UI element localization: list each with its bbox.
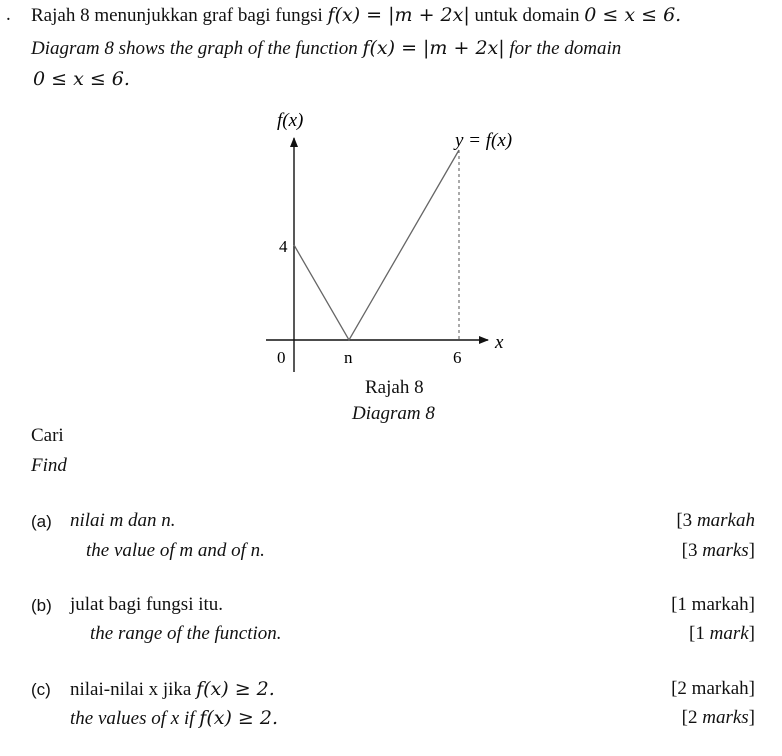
function-curve	[294, 150, 459, 340]
part-c-ms-condition: f(x) ≥ 2.	[196, 678, 275, 700]
part-c-en-condition: f(x) ≥ 2.	[199, 707, 278, 729]
intro-en-text: Diagram 8 shows the graph of the function	[31, 38, 358, 59]
intro-en-after: for the domain	[509, 38, 622, 59]
part-c-label: (c)	[31, 680, 51, 699]
origin-label: 0	[277, 348, 286, 367]
find-english: Find	[31, 455, 67, 476]
x-end-label: 6	[453, 348, 462, 367]
part-c-malay	[70, 678, 275, 701]
part-b-marks-malay: [1 markah]	[671, 594, 755, 615]
part-b-malay: julat bagi fungsi itu.	[70, 594, 224, 615]
curve-label: y = f(x)	[455, 130, 513, 151]
part-a-marks-malay: [3 markah	[676, 510, 755, 531]
intro-en-function: f(x) = |m + 2x|	[362, 37, 505, 59]
y-tick-label: 4	[279, 237, 288, 256]
caption-english: Diagram 8	[352, 403, 435, 424]
intro-ms-mid: untuk domain	[474, 5, 580, 26]
part-c-english	[70, 707, 278, 730]
part-a-english: the value of m and of n.	[86, 540, 265, 561]
part-b-label: (b)	[31, 596, 52, 615]
part-c-marks-english: [2 marks]	[681, 707, 755, 728]
part-b-marks-english: [1 mark]	[689, 623, 755, 644]
find-malay: Cari	[31, 425, 64, 446]
x-min-label: n	[344, 348, 353, 367]
intro-ms-domain: 0 ≤ x ≤ 6.	[584, 4, 682, 26]
part-a-label: (a)	[31, 512, 52, 531]
part-b-english: the range of the function.	[90, 623, 282, 644]
part-a-malay: nilai m dan n.	[70, 510, 176, 531]
part-c-en-text: the values of x if	[70, 708, 195, 729]
intro-ms-text: Rajah 8 menunjukkan graf bagi fungsi	[31, 5, 323, 26]
part-c-ms-text: nilai-nilai x jika	[70, 679, 192, 700]
x-axis-label: x	[495, 332, 504, 353]
y-axis-label: f(x)	[277, 110, 304, 131]
intro-en-domain: 0 ≤ x ≤ 6.	[33, 68, 130, 90]
part-c-marks-malay: [2 markah]	[671, 678, 755, 699]
question-number: .	[6, 4, 11, 25]
caption-malay: Rajah 8	[365, 377, 424, 398]
intro-ms-function: f(x) = |m + 2x|	[327, 4, 470, 26]
part-a-marks-english: [3 marks]	[681, 540, 755, 561]
